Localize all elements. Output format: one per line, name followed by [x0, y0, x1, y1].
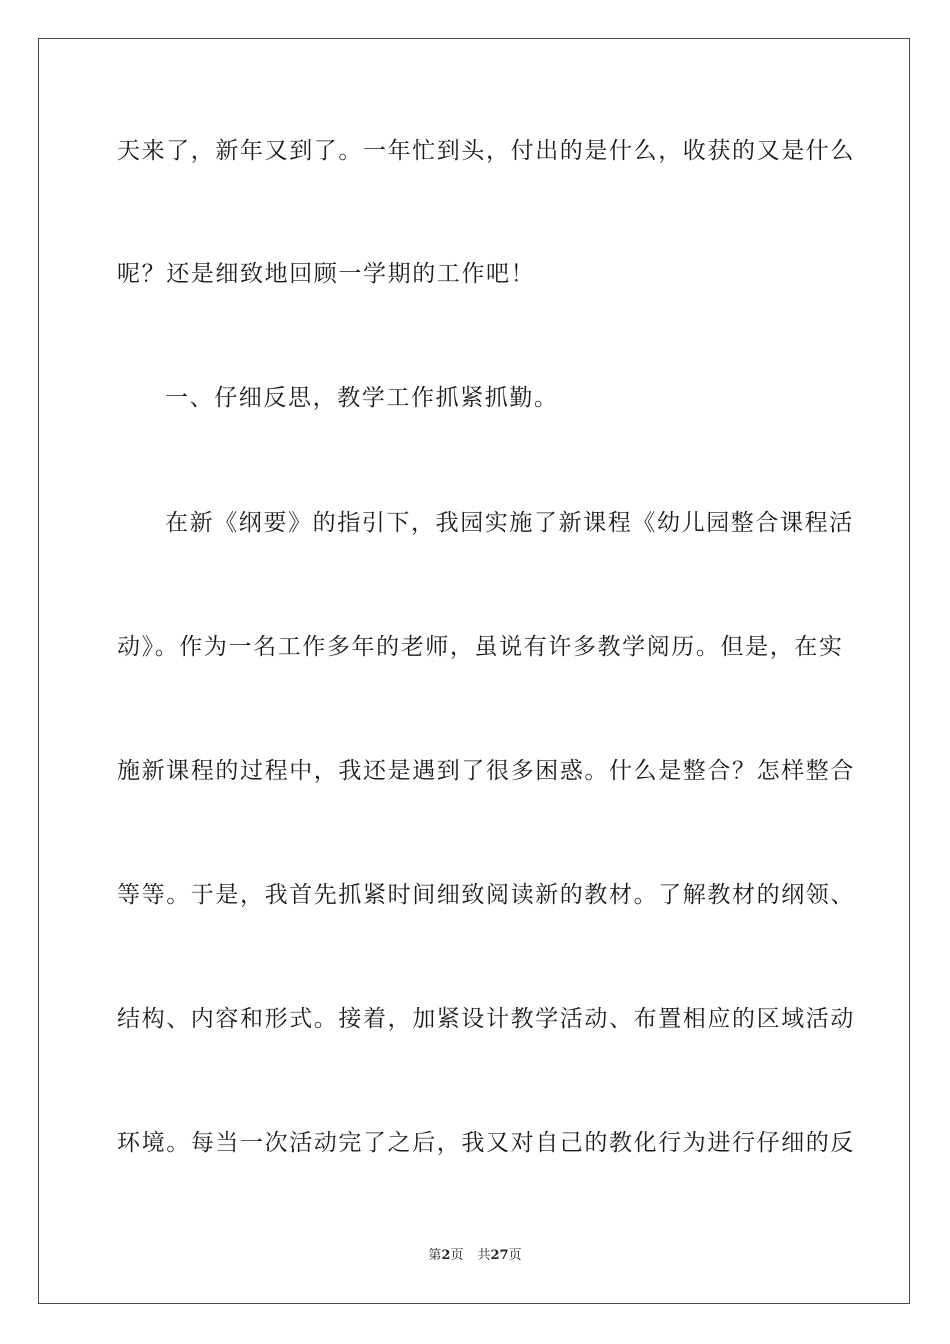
- body-text-line-7: 结构、内容和形式。接着，加紧设计教学活动、布置相应的区域活动: [117, 1006, 855, 1032]
- total-label-prefix: 共: [477, 1248, 491, 1263]
- total-page-count: 27: [490, 1248, 509, 1263]
- page-label-prefix: 第: [428, 1248, 442, 1263]
- body-text-line-2: 呢？还是细致地回顾一学期的工作吧！: [117, 261, 536, 287]
- body-text-line-4: 动》。作为一名工作多年的老师，虽说有许多教学阅历。但是，在实: [117, 634, 844, 660]
- page-border: [38, 38, 910, 1304]
- body-text-line-3: 在新《纲要》的指引下，我园实施了新课程《幼儿园整合课程活: [165, 510, 854, 536]
- body-text-line-1: 天来了，新年又到了。一年忙到头，付出的是什么，收获的又是什么: [117, 138, 855, 164]
- page-footer: [0, 1248, 950, 1264]
- page-label-suffix: 页: [450, 1248, 464, 1263]
- section-heading: 一、仔细反思，教学工作抓紧抓勤。: [165, 385, 559, 411]
- body-text-line-5: 施新课程的过程中，我还是遇到了很多困惑。什么是整合？怎样整合: [117, 758, 855, 784]
- current-page-number: 2: [441, 1248, 451, 1263]
- body-text-line-6: 等等。于是，我首先抓紧时间细致阅读新的教材。了解教材的纲领、: [117, 882, 855, 908]
- total-label-suffix: 页: [508, 1248, 522, 1263]
- body-text-line-8: 环境。每当一次活动完了之后，我又对自己的教化行为进行仔细的反: [117, 1130, 855, 1156]
